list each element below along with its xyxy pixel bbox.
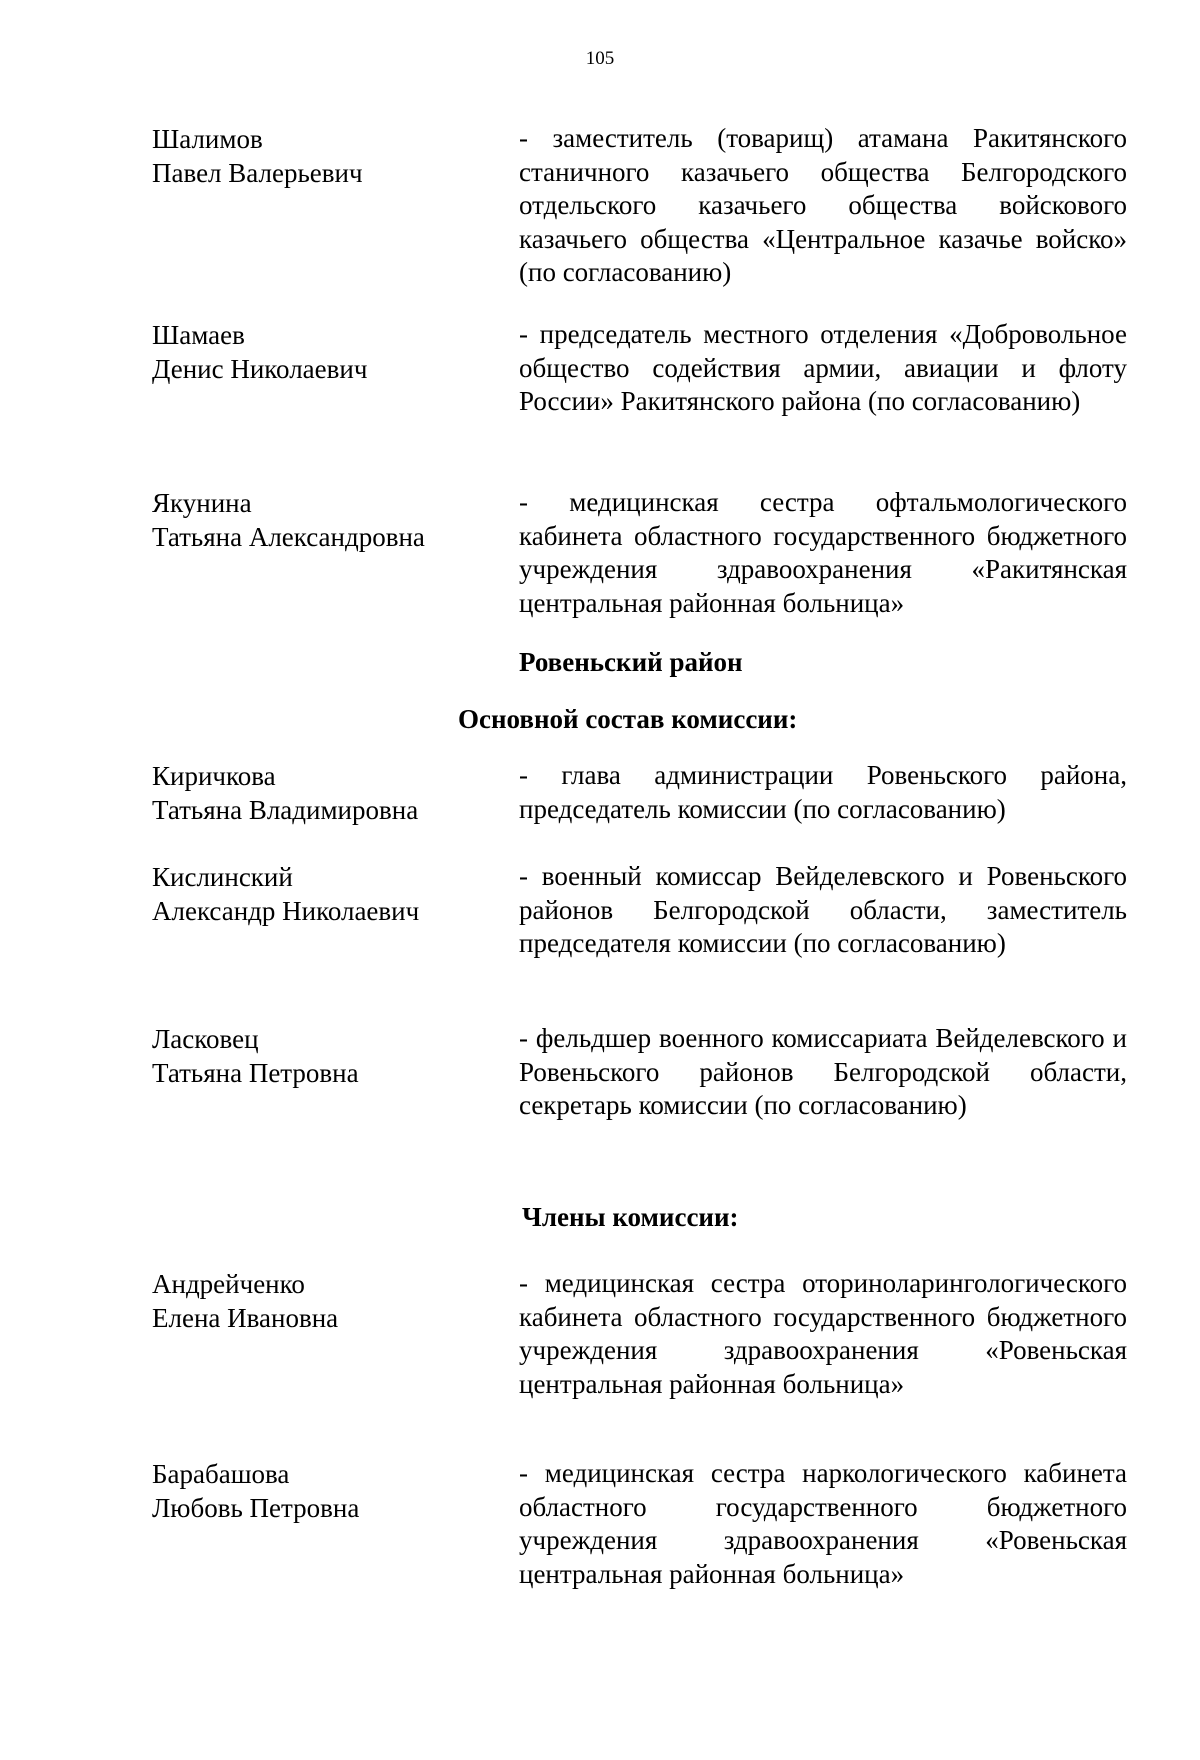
member-position: - фельдшер военного комиссариата Вейделевского и Ровеньского районов Белгородской области, секретарь комиссии (по согласованию) — [519, 1023, 1127, 1121]
member-name — [152, 1022, 492, 1090]
member-given-names: Александр Николаевич — [152, 896, 420, 926]
member-position: - председатель местного отделения «Добровольное общество содействия армии, авиации и флоту России» Ракитянского района (по согласованию) — [519, 319, 1127, 417]
member-surname: Кислинский — [152, 862, 293, 892]
member-surname: Шамаев — [152, 320, 245, 350]
member-name — [152, 1457, 492, 1525]
member-given-names: Татьяна Владимировна — [152, 795, 419, 825]
member-name — [152, 486, 492, 554]
member-given-names: Татьяна Петровна — [152, 1058, 359, 1088]
member-name — [152, 860, 492, 928]
member-position: - глава администрации Ровеньского района, председатель комиссии (по согласованию) — [519, 760, 1127, 824]
member-surname: Шалимов — [152, 124, 263, 154]
member-name — [152, 759, 492, 827]
member-surname: Барабашова — [152, 1459, 290, 1489]
member-position: - военный комиссар Вейделевского и Ровеньского районов Белгородской области, заместитель председателя комиссии (по согласованию) — [519, 861, 1127, 959]
member-surname: Андрейченко — [152, 1269, 305, 1299]
member-position: - медицинская сестра наркологического кабинета областного государственного бюджетного учреждения здравоохранения «Ровеньская центральная районная больница» — [519, 1458, 1127, 1589]
member-surname: Ласковец — [152, 1024, 259, 1054]
member-surname: Киричкова — [152, 761, 276, 791]
page-number: 105 — [585, 48, 615, 69]
main-composition-heading: Основной состав комиссии: — [458, 704, 798, 734]
member-given-names: Денис Николаевич — [152, 354, 368, 384]
member-position: - медицинская сестра офтальмологического кабинета областного государственного бюджетного учреждения здравоохранения «Ракитянская центральная районная больница» — [519, 487, 1127, 618]
member-surname: Якунина — [152, 488, 252, 518]
member-given-names: Елена Ивановна — [152, 1303, 339, 1333]
district-heading: Ровеньский район — [519, 647, 743, 677]
members-heading: Члены комиссии: — [522, 1202, 739, 1232]
member-name — [152, 1267, 492, 1335]
member-given-names: Татьяна Александровна — [152, 522, 425, 552]
member-name — [152, 122, 492, 190]
member-name — [152, 318, 492, 386]
member-position: - медицинская сестра оториноларингологического кабинета областного государственного бюджетного учреждения здравоохранения «Ровеньская центральная районная больница» — [519, 1268, 1127, 1399]
member-given-names: Любовь Петровна — [152, 1493, 360, 1523]
member-given-names: Павел Валерьевич — [152, 158, 363, 188]
member-position: - заместитель (товарищ) атамана Ракитянского станичного казачьего общества Белгородского отдельского казачьего общества войскового казачьего общества «Центральное казачье войско» (по согласованию) — [519, 123, 1127, 288]
